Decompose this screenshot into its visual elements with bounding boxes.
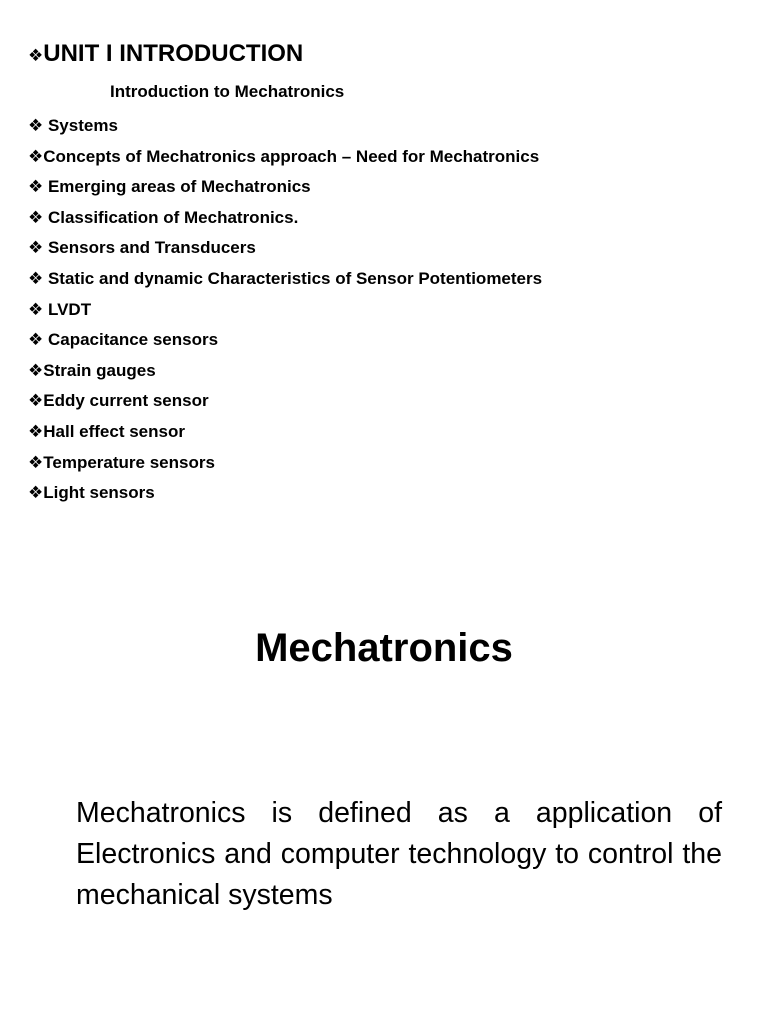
- list-item: [28, 297, 542, 328]
- bullet-icon: ❖: [28, 483, 44, 503]
- topic-text: Static and dynamic Characteristics of Sensor Potentiometers: [43, 268, 543, 288]
- topic-text: Emerging areas of Mechatronics: [43, 177, 311, 197]
- list-item: [28, 419, 542, 450]
- bullet-icon: ❖: [28, 299, 44, 319]
- bullet-icon: ❖: [28, 116, 44, 135]
- list-item: [28, 480, 542, 511]
- bullet-icon: ❖: [28, 421, 44, 441]
- topic-text: Eddy current sensor: [43, 391, 209, 411]
- list-item: [28, 358, 542, 389]
- list-item: [28, 235, 542, 266]
- topic-text: Classification of Mechatronics.: [43, 207, 299, 227]
- list-item: [28, 144, 542, 175]
- page-title: Mechatronics: [255, 626, 513, 670]
- bullet-icon: ❖: [28, 268, 44, 288]
- bullet-icon: ❖: [28, 207, 44, 227]
- definition-text: Mechatronics is defined as a application of Electronics and computer technology to control the mechanical systems: [76, 796, 722, 911]
- topic-text: Systems: [43, 116, 118, 135]
- bullet-icon: ❖: [28, 360, 44, 380]
- bullet-icon: ❖: [28, 46, 44, 65]
- topic-text: Temperature sensors: [43, 452, 215, 472]
- bullet-icon: ❖: [28, 177, 44, 197]
- bullet-icon: ❖: [28, 452, 44, 472]
- topic-text: Hall effect sensor: [43, 421, 185, 441]
- topic-text: Sensors and Transducers: [43, 238, 256, 258]
- bullet-icon: ❖: [28, 238, 44, 258]
- list-item: [28, 205, 542, 236]
- topic-text: Capacitance sensors: [43, 330, 219, 350]
- bullet-icon: ❖: [28, 391, 44, 411]
- list-item: [28, 450, 542, 481]
- list-item: [28, 113, 542, 144]
- bullet-icon: ❖: [28, 330, 44, 350]
- subtitle: Introduction to Mechatronics: [110, 82, 345, 101]
- bullet-icon: ❖: [28, 146, 44, 166]
- list-item: [28, 327, 542, 358]
- topic-text: LVDT: [43, 299, 92, 319]
- unit-title: [28, 38, 303, 72]
- list-item: [28, 174, 542, 205]
- topic-text: Light sensors: [43, 483, 155, 503]
- unit-title-text: UNIT I INTRODUCTION: [43, 40, 304, 67]
- list-item: [28, 388, 542, 419]
- topic-text: Concepts of Mechatronics approach – Need for Mechatronics: [43, 146, 540, 166]
- list-item: [28, 266, 542, 297]
- topic-list: [28, 113, 542, 511]
- topic-text: Strain gauges: [43, 360, 156, 380]
- slide-definition: [0, 560, 768, 1024]
